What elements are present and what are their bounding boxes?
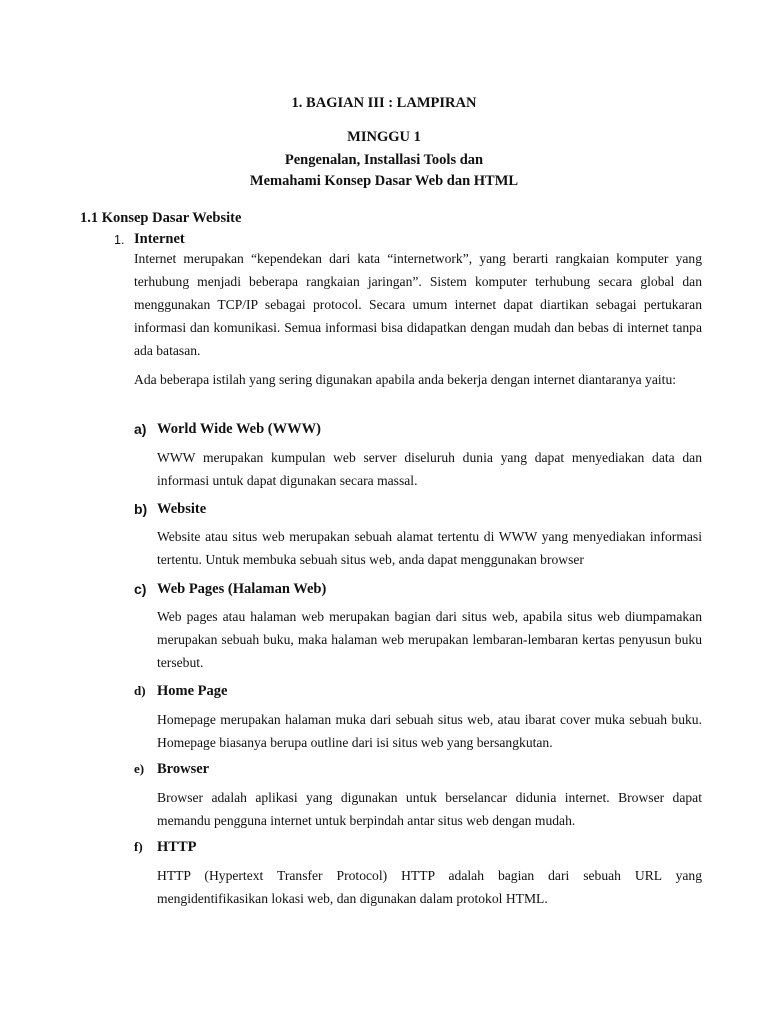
subtitle-line-2: Memahami Konsep Dasar Web dan HTML [249,173,519,189]
term-title-http: HTTP [157,839,197,855]
subtitle-line-1: Pengenalan, Installasi Tools dan [284,152,484,168]
term-letter-c: c) [134,581,147,597]
terms-intro-paragraph: Ada beberapa istilah yang sering digunakan apabila anda bekerja dengan internet diantaranya yaitu: [134,372,677,387]
term-body-website: Website atau situs web merupakan sebuah alamat tertentu di WWW yang menyediakan informasi tertentu. Untuk membuka sebuah situs web, anda dapat menggunakan browser [157,529,702,567]
list-number-marker: 1. [114,233,125,247]
term-letter-d: d) [134,683,146,698]
internet-paragraph: Internet merupakan “kependekan dari kata “internetwork”, yang berarti rangkaian komputer yang terhubung menjadi beberapa rangkaian jaringan”. Sistem komputer terhubung secara global dan menggunakan TCP/IP sebagai protocol. Secara umum internet dapat diartikan sebagai pertukaran informasi dan komunikasi. Semua informasi bisa didapatkan dengan mudah dan bebas di internet tanpa ada batasan. [134,251,702,358]
term-title-website: Website [157,501,207,517]
term-title-home-page: Home Page [157,683,228,699]
term-letter-a: a) [134,421,147,437]
term-body-browser: Browser adalah aplikasi yang digunakan untuk berselancar didunia internet. Browser dapat memandu pengguna internet untuk berpindah antar situs web dengan mudah. [157,790,702,828]
term-letter-f: f) [134,839,143,854]
section-title: 1.1 Konsep Dasar Website [80,210,242,226]
week-heading: MINGGU 1 [347,129,421,145]
term-body-web-pages: Web pages atau halaman web merupakan bagian dari situs web, apabila situs web diumpamakan merupakan sebuah buku, maka halaman web merupakan lembaran-lembaran kertas penyusun buku tersebut. [157,609,702,670]
subsection-title-internet: Internet [134,231,185,247]
term-body-http: HTTP (Hypertext Transfer Protocol) HTTP adalah bagian dari sebuah URL yang mengidentifikasikan lokasi web, dan digunakan dalam protokol HTML. [157,868,702,906]
main-heading: 1. BAGIAN III : LAMPIRAN [291,95,477,111]
term-letter-e: e) [134,761,145,776]
term-title-web-pages: Web Pages (Halaman Web) [157,581,327,597]
term-letter-b: b) [134,501,148,517]
term-body-home-page: Homepage merupakan halaman muka dari sebuah situs web, atau ibarat cover muka sebuah buku. Homepage biasanya berupa outline dari isi situs web yang bersangkutan. [157,712,702,750]
term-title-www: World Wide Web (WWW) [157,421,321,437]
term-title-browser: Browser [157,761,210,777]
term-body-www: WWW merupakan kumpulan web server diseluruh dunia yang dapat menyediakan data dan informasi untuk dapat digunakan secara massal. [157,450,702,488]
